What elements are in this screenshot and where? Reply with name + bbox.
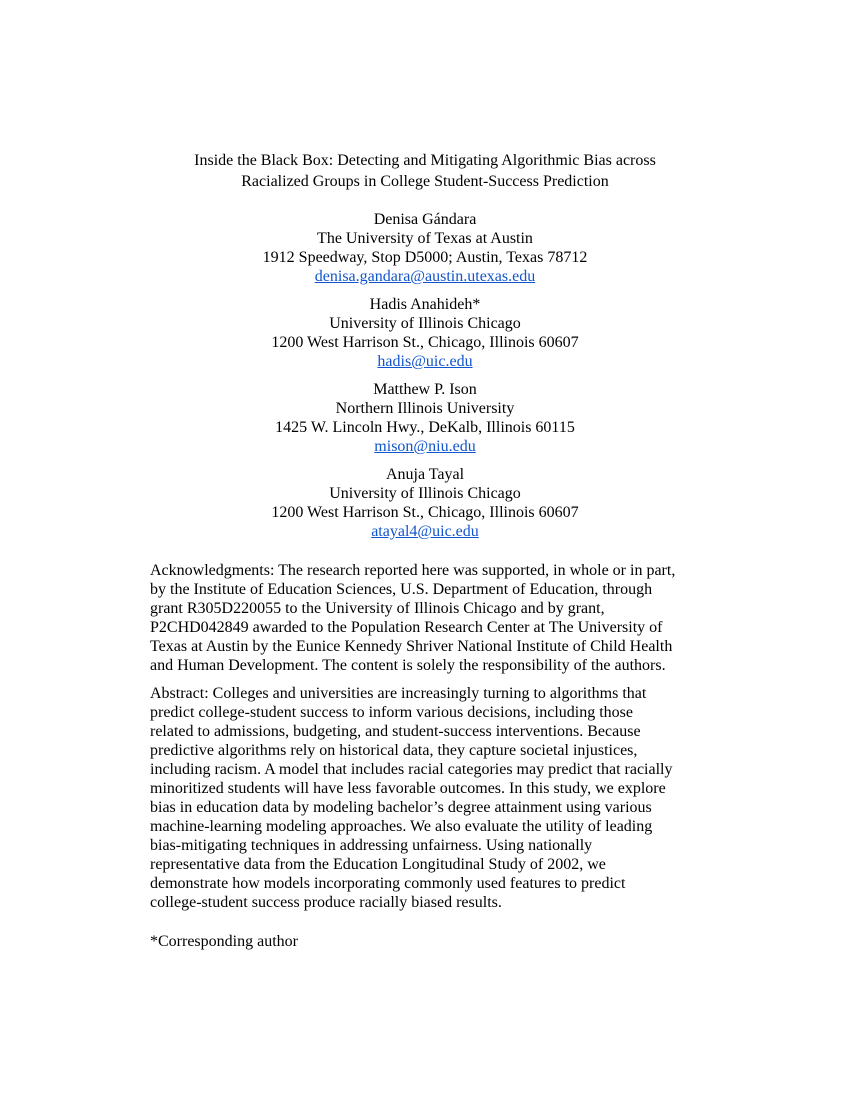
title-line: Inside the Black Box: Detecting and Mitigating Algorithmic Bias across: [194, 152, 656, 169]
corresponding-author-note: *Corresponding author: [150, 933, 298, 950]
author-affiliation: University of Illinois Chicago: [329, 485, 521, 502]
abstract-line: Abstract: Colleges and universities are increasingly turning to algorithms that: [150, 685, 647, 702]
author-address: 1912 Speedway, Stop D5000; Austin, Texas 78712: [262, 249, 588, 266]
author-block-gandara: [0, 210, 850, 286]
author-affiliation: The University of Texas at Austin: [317, 230, 533, 247]
author-name: Denisa Gándara: [373, 211, 477, 228]
author-block-tayal: [0, 465, 850, 541]
acknowledgments-paragraph: [150, 561, 706, 675]
acknowledgments-line: Texas at Austin by the Eunice Kennedy Shriver National Institute of Child Health: [150, 638, 673, 655]
author-block-anahideh: [0, 295, 850, 371]
author-affiliation: Northern Illinois University: [335, 400, 515, 417]
author-address: 1200 West Harrison St., Chicago, Illinois 60607: [271, 504, 579, 521]
author-block-ison: [0, 380, 850, 456]
abstract-line: college-student success produce racially biased results.: [150, 894, 502, 911]
acknowledgments-line: P2CHD042849 awarded to the Population Research Center at The University of: [150, 619, 663, 636]
abstract-line: related to admissions, budgeting, and student-success interventions. Because: [150, 723, 641, 740]
author-email-link[interactable]: mison@niu.edu: [374, 438, 476, 455]
author-name: Hadis Anahideh*: [369, 296, 481, 313]
abstract-line: predict college-student success to inform various decisions, including those: [150, 704, 633, 721]
abstract-line: predictive algorithms rely on historical data, they capture societal injustices,: [150, 742, 638, 759]
author-email-link[interactable]: denisa.gandara@austin.utexas.edu: [314, 268, 536, 285]
abstract-line: bias-mitigating techniques in addressing unfairness. Using nationally: [150, 837, 593, 854]
author-address: 1200 West Harrison St., Chicago, Illinois 60607: [271, 334, 579, 351]
abstract-line: machine-learning modeling approaches. We also evaluate the utility of leading: [150, 818, 653, 835]
acknowledgments-line: grant R305D220055 to the University of Illinois Chicago and by grant,: [150, 600, 605, 617]
author-address: 1425 W. Lincoln Hwy., DeKalb, Illinois 60115: [275, 419, 575, 436]
abstract-paragraph: [150, 684, 706, 912]
author-name: Anuja Tayal: [385, 466, 465, 483]
acknowledgments-line: by the Institute of Education Sciences, U.S. Department of Education, through: [150, 581, 653, 598]
acknowledgments-line: Acknowledgments: The research reported here was supported, in whole or in part,: [150, 562, 676, 579]
abstract-line: bias in education data by modeling bachelor’s degree attainment using various: [150, 799, 652, 816]
abstract-line: demonstrate how models incorporating commonly used features to predict: [150, 875, 626, 892]
author-affiliation: University of Illinois Chicago: [329, 315, 521, 332]
abstract-line: including racism. A model that includes racial categories may predict that racially: [150, 761, 673, 778]
title-line: Racialized Groups in College Student-Success Prediction: [241, 173, 609, 190]
abstract-line: representative data from the Education Longitudinal Study of 2002, we: [150, 856, 606, 873]
acknowledgments-line: and Human Development. The content is solely the responsibility of the authors.: [150, 657, 666, 674]
paper-title: [0, 150, 850, 192]
author-name: Matthew P. Ison: [373, 381, 477, 398]
abstract-line: minoritized students will have less favorable outcomes. In this study, we explore: [150, 780, 666, 797]
author-email-link[interactable]: hadis@uic.edu: [377, 353, 473, 370]
author-email-link[interactable]: atayal4@uic.edu: [371, 523, 479, 540]
